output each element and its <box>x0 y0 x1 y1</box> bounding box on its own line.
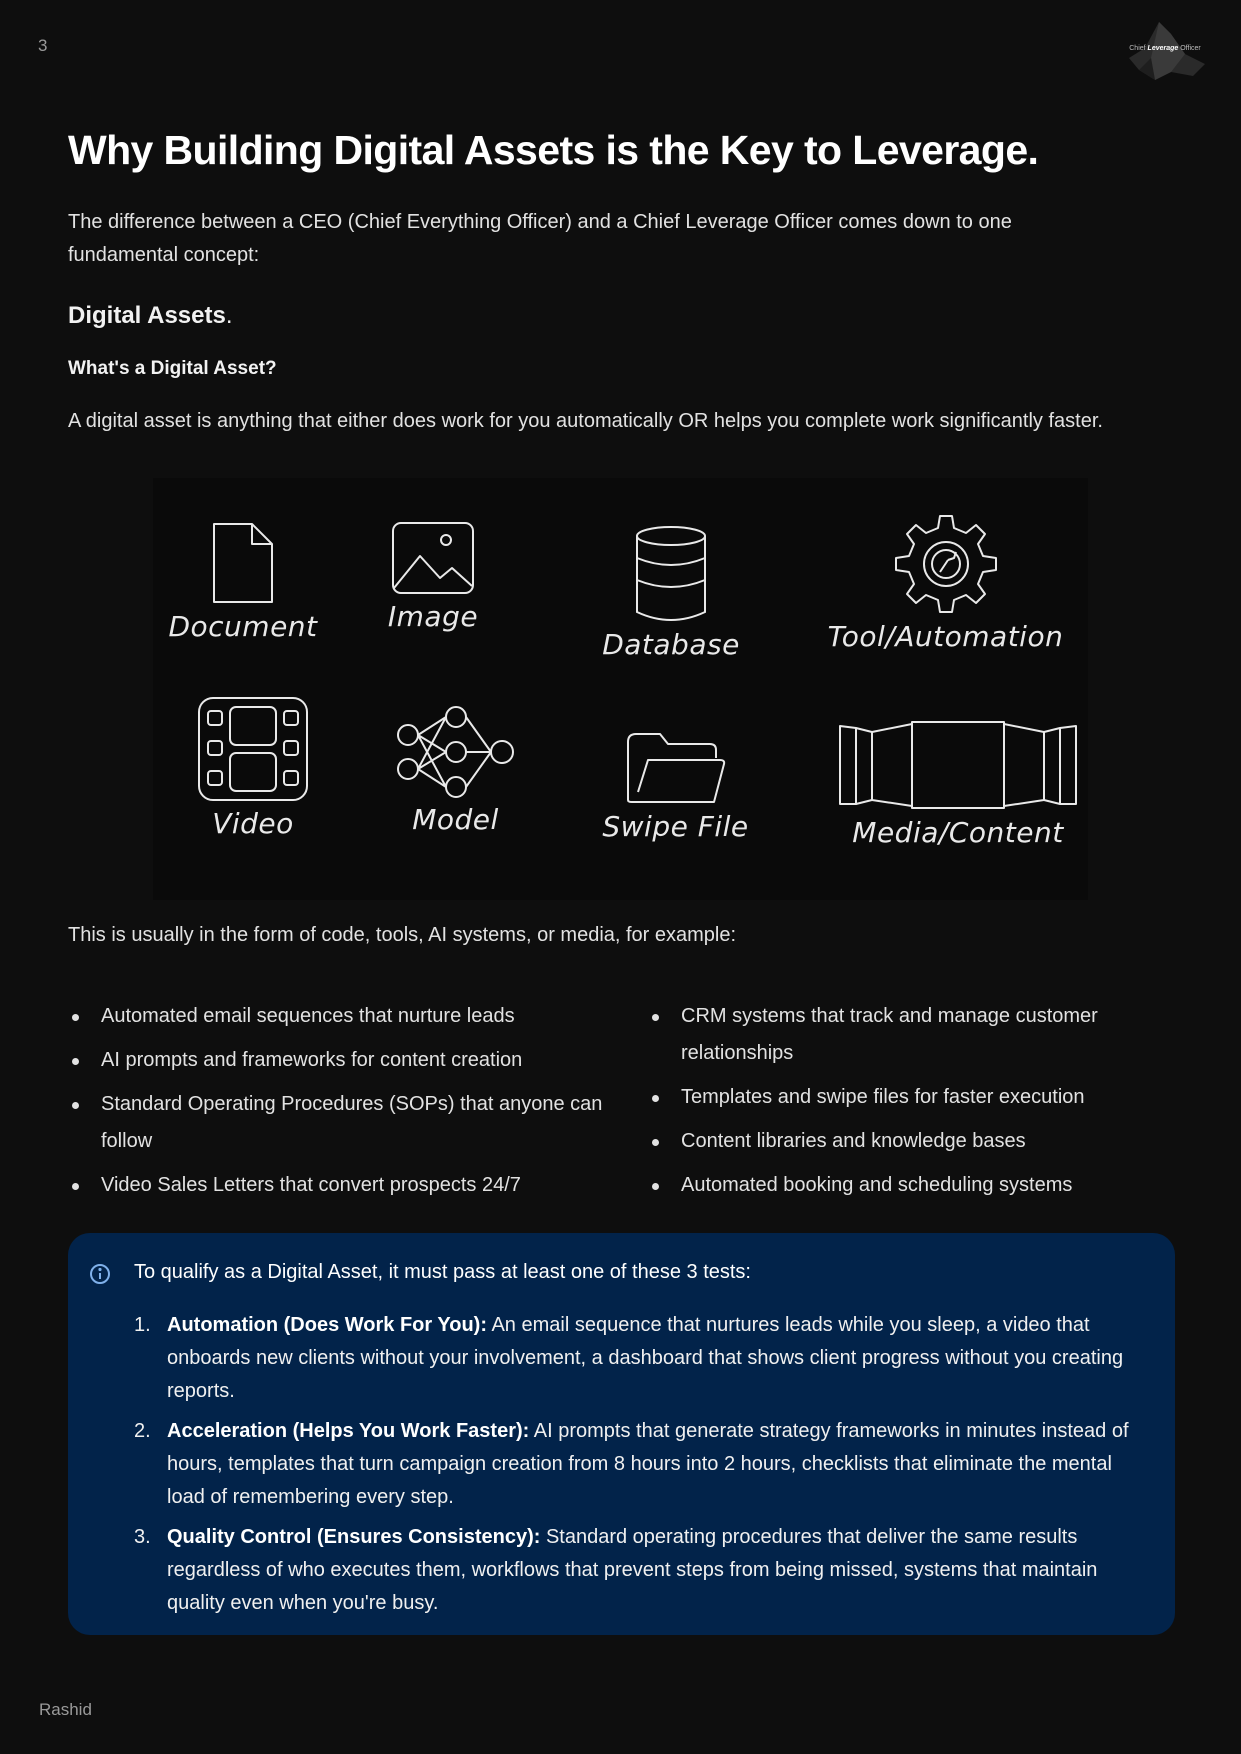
qualification-tests <box>134 1309 1154 1627</box>
list-item: Templates and swipe files for faster execution <box>648 1079 1178 1116</box>
examples-list-right <box>648 998 1178 1211</box>
asset-database: Database <box>586 524 756 661</box>
examples-list-left <box>68 998 608 1211</box>
callout-lead: To qualify as a Digital Asset, it must pass at least one of these 3 tests: <box>134 1261 751 1283</box>
folder-icon <box>624 730 728 806</box>
definition-paragraph: A digital asset is anything that either does work for you automatically OR helps you complete work significantly faster. <box>68 410 1103 432</box>
asset-video: Video <box>178 695 328 840</box>
film-icon <box>196 695 310 803</box>
asset-image: Image <box>368 520 498 633</box>
examples-intro: This is usually in the form of code, tools, AI systems, or media, for example: <box>68 924 737 946</box>
list-item: Automated booking and scheduling systems <box>648 1167 1178 1204</box>
document-icon <box>208 520 278 606</box>
list-item: AI prompts and frameworks for content creation <box>68 1042 608 1079</box>
list-item: CRM systems that track and manage customer relationships <box>648 998 1178 1072</box>
gear-icon <box>888 512 1004 616</box>
digital-assets-illustration <box>153 478 1088 900</box>
list-item: Content libraries and knowledge bases <box>648 1123 1178 1160</box>
test-item: 3. Quality Control (Ensures Consistency): Standard operating procedures that deliver the same results regardless of who executes them, workflows that prevent steps from being missed, systems that maintain quality even when you're busy. <box>134 1526 1098 1614</box>
neural-network-icon <box>396 705 516 799</box>
list-item: Video Sales Letters that convert prospects 24/7 <box>68 1167 608 1204</box>
asset-swipe-file: Swipe File <box>593 730 758 843</box>
asset-document: Document <box>163 520 323 643</box>
asset-tool-automation: Tool/Automation <box>813 512 1078 653</box>
info-callout <box>68 1233 1175 1635</box>
question-heading: What's a Digital Asset? <box>68 358 277 379</box>
brand-logo <box>1115 18 1215 84</box>
database-icon <box>634 524 708 624</box>
page-number: 3 <box>38 36 48 55</box>
test-item: 2. Acceleration (Helps You Work Faster): AI prompts that generate strategy frameworks in minutes instead of hours, templates that turn campaign creation from 8 hours into 2 hours, checklists that eliminate the mental load of remembering every step. <box>134 1420 1129 1508</box>
asset-model: Model <box>373 705 538 836</box>
asset-media-content: Media/Content <box>833 718 1083 849</box>
brand-wordmark: Chief Leverage Officer <box>1129 45 1201 52</box>
footer-author: Rashid <box>39 1700 92 1719</box>
page-title: Why Building Digital Assets is the Key to Leverage. <box>68 127 1039 173</box>
list-item: Automated email sequences that nurture leads <box>68 998 608 1035</box>
list-item: Standard Operating Procedures (SOPs) that anyone can follow <box>68 1086 608 1160</box>
panels-icon <box>838 718 1078 812</box>
info-icon <box>89 1263 111 1285</box>
intro-paragraph: The difference between a CEO (Chief Everything Officer) and a Chief Leverage Officer comes down to one fundamental concept: <box>68 211 1012 266</box>
main-content <box>68 124 1178 436</box>
section-heading: Digital Assets. <box>68 302 233 329</box>
test-item: 1. Automation (Does Work For You): An email sequence that nurtures leads while you sleep, a video that onboards new clients without your involvement, a dashboard that shows client progress without you creating reports. <box>134 1314 1124 1402</box>
image-icon <box>390 520 476 596</box>
